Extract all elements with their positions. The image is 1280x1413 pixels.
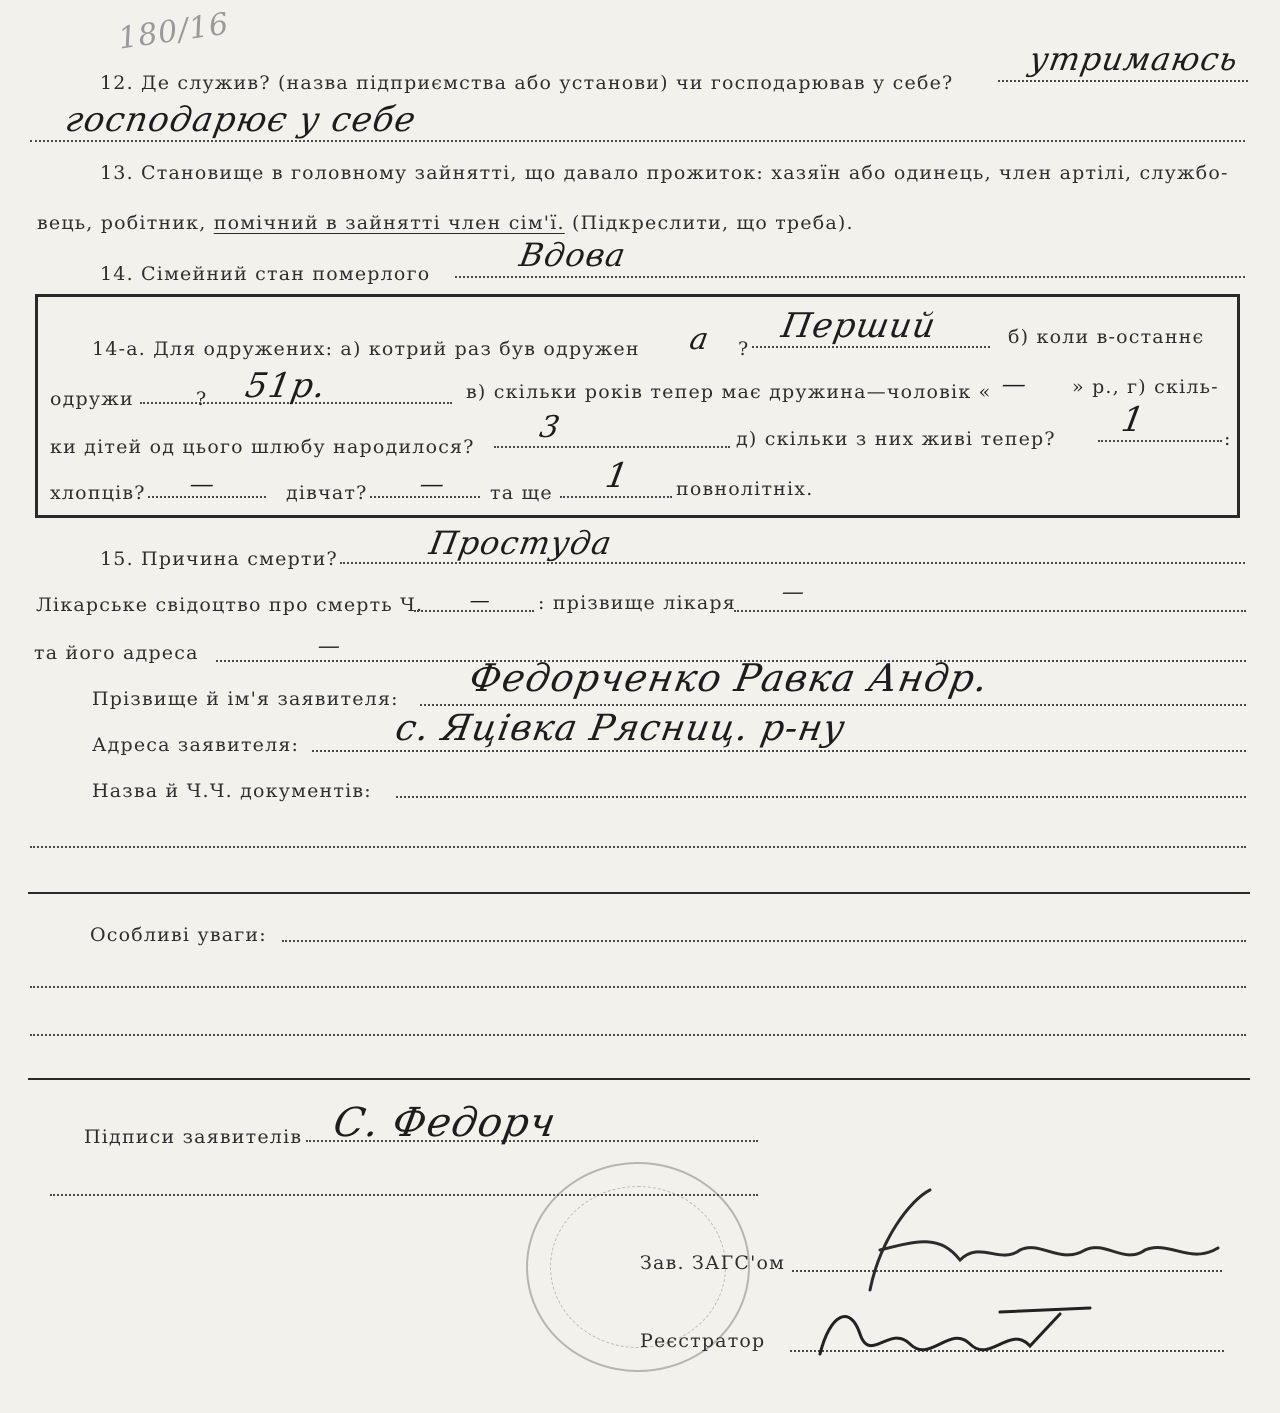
head-label: Зав. ЗАГС'ом (640, 1252, 786, 1274)
q14a-part-adults: повнолітніх. (676, 478, 814, 500)
q14-answer: Вдова (516, 236, 630, 274)
q14a-answer-d: 1 (1118, 400, 1149, 440)
q14a-question-b: ? (196, 388, 208, 410)
q14a-part-g: ки дітей од цього шлюбу народилося? (50, 436, 475, 458)
q14a-part-d: д) скільки з них живі тепер? (736, 428, 1056, 450)
q14a-answer-and-line (560, 496, 672, 498)
medical-doctor-value: — (779, 580, 808, 605)
applicant-docs-label: Назва й Ч.Ч. документів: (92, 780, 372, 802)
registrar-label: Реєстратор (640, 1330, 766, 1352)
notes-line-1 (282, 940, 1246, 942)
applicant-name-value: Федорченко Равка Андр. (466, 656, 993, 700)
applicant-docs-line (396, 796, 1246, 798)
q14a-answer-and: 1 (602, 456, 633, 496)
applicant-signature-label: Підписи заявителів (84, 1126, 303, 1148)
q14a-part-c-end: » р., г) скіль- (1072, 376, 1219, 398)
applicant-address-value: с. Яцівка Рясниц. р-ну (392, 708, 849, 749)
q13-line2-end: (Підкреслити, що треба). (572, 212, 854, 234)
q14a-suffix-a: а (686, 322, 712, 357)
q14a-part-daughters: дівчат? (286, 482, 368, 504)
medical-address-value: — (315, 634, 344, 659)
notes-line-2 (30, 986, 1246, 988)
q12-answer-1: утримаюсь (1026, 40, 1242, 78)
q14a-answer-a-line (752, 346, 990, 348)
section-divider-1 (28, 892, 1250, 894)
q15-label: 15. Причина смерти? (100, 548, 338, 570)
q15-answer-line (340, 562, 1245, 564)
medical-address-label: та його адреса (34, 642, 199, 664)
applicant-address-label: Адреса заявителя: (92, 734, 300, 756)
q14-answer-line (455, 276, 1245, 278)
registrar-signature (810, 1294, 1110, 1384)
q13-line2-underlined: помічний в зайнятті член сім'ї. (213, 212, 565, 234)
applicant-docs-line-2 (30, 846, 1246, 848)
q14a-part-b: б) коли в-останнє (1008, 326, 1205, 348)
q14a-answer-c: — (999, 370, 1030, 398)
archive-mark: 180/16 (116, 6, 232, 57)
applicant-name-line (420, 704, 1246, 706)
q14a-answer-sons: — (187, 470, 218, 498)
q14a-answer-g: 3 (536, 410, 564, 445)
q14a-part-and: та ще (490, 482, 553, 504)
q14a-answer-daughters: — (417, 470, 448, 498)
q14a-question-a: ? (738, 338, 750, 360)
q14a-answer-b: 51р. (242, 366, 330, 406)
medical-doctor-line (734, 610, 1246, 612)
q14a-part-sons: хлопців? (50, 482, 146, 504)
q13-line1: 13. Становище в головному зайнятті, що давало прожиток: хазяїн або одинець, член артілі, службо- (100, 162, 1229, 184)
medical-doctor-label: : прізвище лікаря (538, 592, 736, 614)
medical-number: — (467, 588, 494, 612)
q14a-answer-a: Перший (778, 306, 940, 346)
q14a-answer-g-line (494, 446, 730, 448)
q12-answer-line (998, 80, 1248, 82)
q12-answer-line-2 (30, 140, 1245, 142)
applicant-name-label: Прізвище й ім'я заявителя: (92, 688, 399, 710)
q13-line2 (37, 212, 854, 234)
applicant-signature: С. Федорч (329, 1100, 560, 1146)
q14a-part-a: 14-а. Для одружених: а) котрий раз був одружен (92, 338, 640, 360)
medical-label: Лікарське свідоцтво про смерть Ч. (36, 594, 424, 616)
q14a-answer-d-line (1098, 440, 1222, 442)
q13-line2-start: вець, робітник, (37, 212, 207, 234)
q15-answer: Простуда (426, 524, 616, 562)
notes-line-3 (30, 1034, 1246, 1036)
notes-label: Особливі уваги: (90, 924, 267, 946)
q14a-colon-d: : (1224, 428, 1232, 450)
q14-label: 14. Сімейний стан померлого (100, 263, 431, 285)
q12-label: 12. Де служив? (назва підприємства або установи) чи господарював у себе? (100, 72, 954, 94)
head-signature (840, 1180, 1240, 1300)
q14a-part-c: в) скільки років тепер має дружина—чоловік « (466, 381, 992, 403)
q14a-part-b2: одружи (50, 388, 134, 410)
applicant-address-line (312, 750, 1246, 752)
section-divider-2 (28, 1078, 1250, 1080)
q12-answer-2: господарює у себе (62, 100, 420, 140)
